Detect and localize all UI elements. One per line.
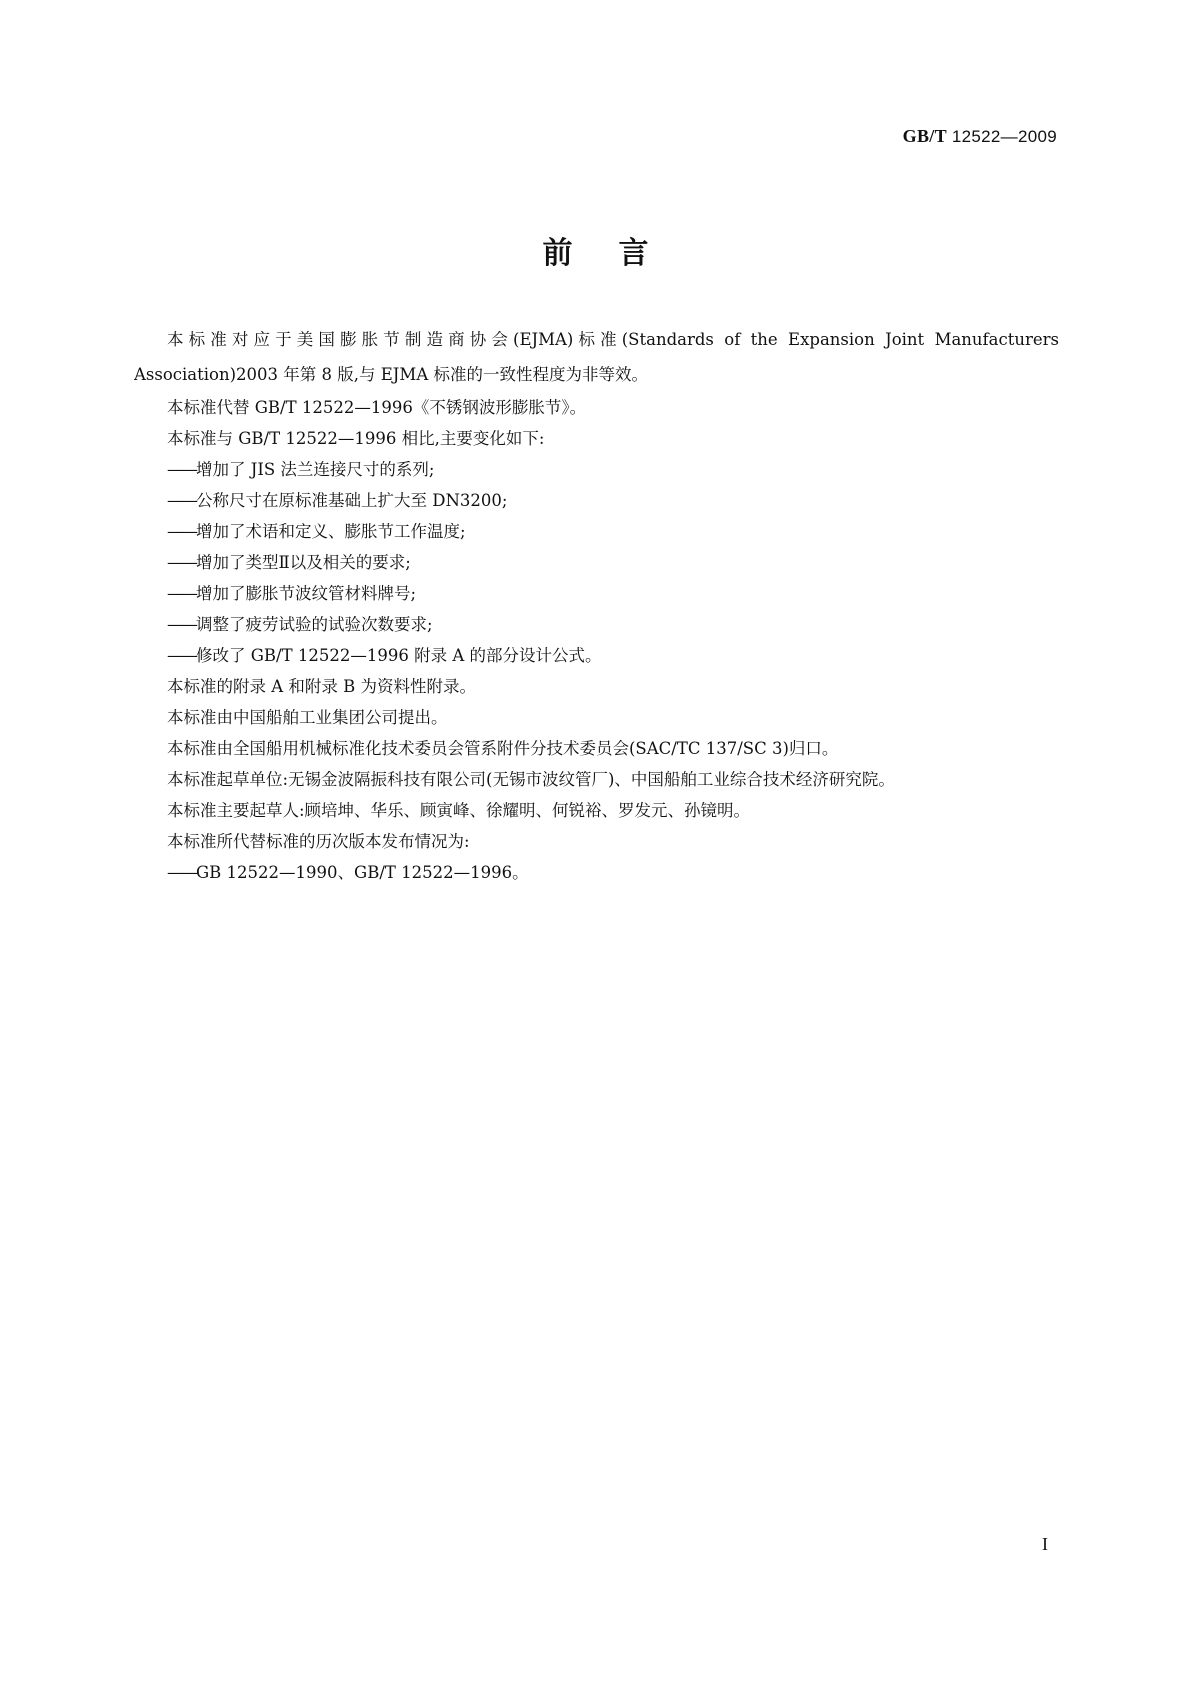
- document-code: [903, 126, 1057, 147]
- list-item: [134, 454, 1059, 485]
- change-text: 增加了膨胀节波纹管材料牌号;: [196, 584, 417, 603]
- dash-mark: ——: [167, 491, 196, 510]
- dash-mark: ——: [167, 553, 196, 572]
- foreword-body: [134, 322, 1059, 888]
- document-code-prefix: GB/T: [902, 126, 947, 146]
- changes-list: [134, 454, 1059, 671]
- paragraph-correspondence: 本标准对应于美国膨胀节制造商协会(EJMA)标准(Standards of the Expansion Joint Manufacturers Association)2003 年第 8 版,与 EJMA 标准的一致性程度为非等效。: [134, 330, 1059, 384]
- page-number: I: [1042, 1534, 1048, 1554]
- change-text: 公称尺寸在原标准基础上扩大至 DN3200;: [196, 491, 508, 510]
- list-item: [134, 485, 1059, 516]
- change-text: 修改了 GB/T 12522—1996 附录 A 的部分设计公式。: [196, 646, 602, 665]
- paragraph-changes-intro: 本标准与 GB/T 12522—1996 相比,主要变化如下:: [167, 429, 545, 448]
- list-item: [134, 609, 1059, 640]
- document-code-number: 12522—2009: [951, 127, 1057, 146]
- dash-mark: ——: [167, 522, 196, 541]
- change-text: 增加了 JIS 法兰连接尺寸的系列;: [196, 460, 435, 479]
- paragraph-proposed-by: 本标准由中国船舶工业集团公司提出。: [167, 708, 448, 727]
- change-text: 增加了术语和定义、膨胀节工作温度;: [196, 522, 466, 541]
- change-text: 调整了疲劳试验的试验次数要求;: [196, 615, 433, 634]
- paragraph-history-intro: 本标准所代替标准的历次版本发布情况为:: [167, 832, 470, 851]
- list-item: [134, 578, 1059, 609]
- list-item: [134, 857, 1059, 888]
- change-text: 增加了类型Ⅱ以及相关的要求;: [196, 553, 411, 572]
- list-item: [134, 640, 1059, 671]
- dash-mark: ——: [167, 615, 196, 634]
- dash-mark: ——: [167, 863, 196, 882]
- paragraph-drafters: 本标准主要起草人:顾培坤、华乐、顾寅峰、徐耀明、何锐裕、罗发元、孙镜明。: [167, 801, 751, 820]
- paragraph-responsible-committee: 本标准由全国船用机械标准化技术委员会管系附件分技术委员会(SAC/TC 137/SC 3)归口。: [167, 739, 839, 758]
- section-title: 前言: [542, 236, 695, 271]
- paragraph-drafting-organizations: 本标准起草单位:无锡金波隔振科技有限公司(无锡市波纹管厂)、中国船舶工业综合技术经济研究院。: [167, 770, 895, 789]
- dash-mark: ——: [167, 460, 196, 479]
- list-item: [134, 516, 1059, 547]
- paragraph-replaces: 本标准代替 GB/T 12522—1996《不锈钢波形膨胀节》。: [167, 398, 587, 417]
- history-text: GB 12522—1990、GB/T 12522—1996。: [196, 863, 529, 882]
- list-item: [134, 547, 1059, 578]
- dash-mark: ——: [167, 646, 196, 665]
- paragraph-annexes: 本标准的附录 A 和附录 B 为资料性附录。: [167, 677, 477, 696]
- dash-mark: ——: [167, 584, 196, 603]
